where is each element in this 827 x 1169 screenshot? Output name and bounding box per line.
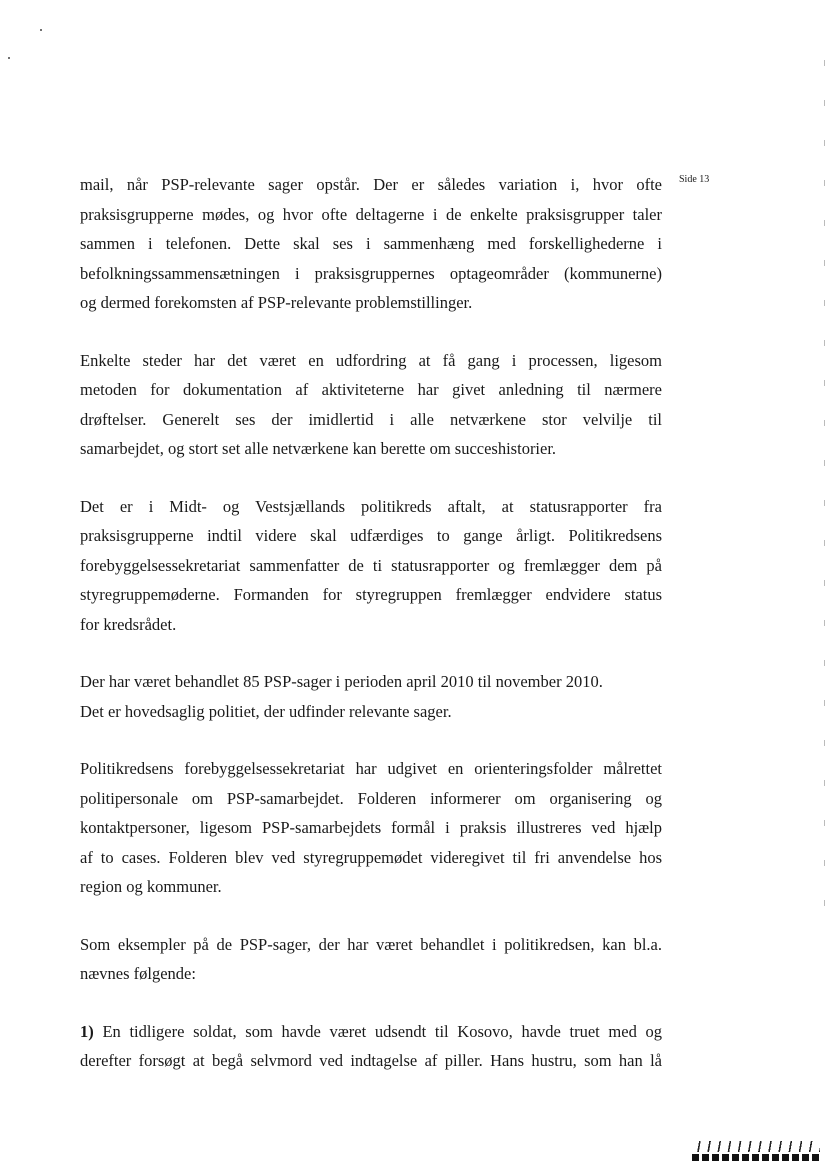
text-line: metoden for dokumentation af aktiviteterne har givet anledning til nærmere <box>80 380 662 399</box>
scan-edge-artifact <box>824 60 825 920</box>
text-line: region og kommuner. <box>80 877 222 896</box>
text-line: forebyggelsessekretariat sammenfatter de ti statusrapporter og fremlægger dem på <box>80 555 662 575</box>
text-line: praksisgrupperne indtil videre skal udfærdiges to gange årligt. Politikredsens <box>80 526 662 545</box>
case-text: En tidligere soldat, som havde været udsendt til Kosovo, havde truet med og <box>102 1021 663 1041</box>
case-1 <box>80 1017 662 1076</box>
text-line: Politikredsens forebyggelsessekretariat har udgivet en orienteringsfolder målrettet <box>80 759 662 778</box>
text-line: Det er i Midt- og Vestsjællands politikreds aftalt, at statusrapporter fra <box>80 496 662 516</box>
scan-barcode-mark <box>692 1141 820 1163</box>
text-line: og dermed forekomsten af PSP-relevante problemstillinger. <box>80 293 473 312</box>
text-line: Som eksempler på de PSP-sager, der har været behandlet i politikredsen, kan bl.a. <box>80 934 662 954</box>
text-line: kontaktpersoner, ligesom PSP-samarbejdets formål i praksis illustreres ved hjælp <box>80 818 662 837</box>
text-line: styregruppemøderne. Formanden for styregruppen fremlægger endvidere status <box>80 585 662 604</box>
text-line: Der har været behandlet 85 PSP-sager i perioden april 2010 til november 2010. <box>80 672 603 691</box>
text-line: praksisgrupperne mødes, og hvor ofte deltagerne i de enkelte praksisgrupper taler <box>80 204 662 224</box>
paragraph-orienteringsfolder <box>80 754 662 902</box>
text-line: mail, når PSP-relevante sager opstår. Der er således variation i, hvor ofte <box>80 175 662 194</box>
text-line: derefter forsøgt at begå selvmord ved indtagelse af piller. Hans hustru, som han lå <box>80 1051 662 1070</box>
text-line: Enkelte steder har det været en udfordring at få gang i processen, ligesom <box>80 350 662 370</box>
paragraph-psp-sager-antal <box>80 667 662 726</box>
scan-dust <box>40 29 42 31</box>
text-line: drøftelser. Generelt ses der imidlertid i alle netværkene stor velvilje til <box>80 409 662 429</box>
paragraph-statusrapporter <box>80 492 662 640</box>
page-number: Side 13 <box>679 174 710 185</box>
barcode-blocks <box>692 1154 820 1161</box>
scan-dust <box>8 57 10 59</box>
body-text <box>80 170 662 1104</box>
paragraph-eksempler <box>80 930 662 989</box>
text-line: befolkningssammensætningen i praksisgruppernes optageområder (kommunerne) <box>80 263 662 283</box>
text-line: for kredsrådet. <box>80 614 177 634</box>
text-line <box>80 1017 662 1047</box>
text-line: Det er hovedsaglig politiet, der udfinder relevante sager. <box>80 701 452 721</box>
text-line: af to cases. Folderen blev ved styregruppemødet videregivet til fri anvendelse hos <box>80 847 662 867</box>
text-line: nævnes følgende: <box>80 964 196 983</box>
text-line: samarbejdet, og stort set alle netværkene kan berette om succeshistorier. <box>80 439 557 458</box>
barcode-ticks <box>692 1141 820 1152</box>
case-number: 1) <box>80 1021 94 1041</box>
text-line: politipersonale om PSP-samarbejdet. Folderen informerer om organisering og <box>80 788 662 808</box>
paragraph-praksisgrupper <box>80 170 662 318</box>
text-line: sammen i telefonen. Dette skal ses i sammenhæng med forskellighederne i <box>80 234 662 253</box>
paragraph-udfordring <box>80 346 662 464</box>
